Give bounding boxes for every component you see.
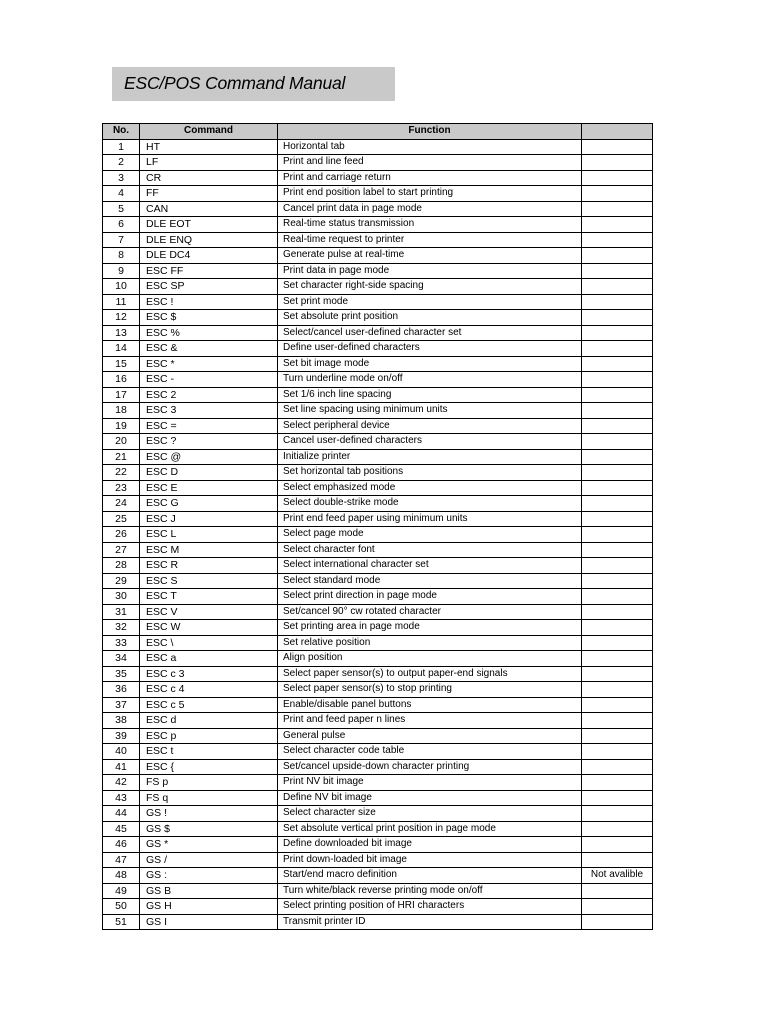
row-command: GS : <box>140 868 278 884</box>
row-note <box>582 325 653 341</box>
row-number: 12 <box>103 310 140 326</box>
row-function: Set absolute print position <box>278 310 582 326</box>
row-number: 1 <box>103 139 140 155</box>
row-note <box>582 248 653 264</box>
row-command: GS I <box>140 914 278 930</box>
row-function: Print data in page mode <box>278 263 582 279</box>
row-number: 8 <box>103 248 140 264</box>
row-number: 4 <box>103 186 140 202</box>
row-function: Define NV bit image <box>278 790 582 806</box>
row-command: FF <box>140 186 278 202</box>
table-row <box>103 527 653 543</box>
row-note <box>582 914 653 930</box>
row-command: ESC R <box>140 558 278 574</box>
row-note <box>582 217 653 233</box>
row-command: ESC L <box>140 527 278 543</box>
row-command: ESC D <box>140 465 278 481</box>
table-row <box>103 232 653 248</box>
row-note <box>582 713 653 729</box>
table-row <box>103 573 653 589</box>
row-note: Not avalible <box>582 868 653 884</box>
row-note <box>582 728 653 744</box>
table-row <box>103 713 653 729</box>
row-command: GS H <box>140 899 278 915</box>
table-row <box>103 542 653 558</box>
table-row <box>103 620 653 636</box>
row-function: Set relative position <box>278 635 582 651</box>
row-function: Print end position label to start printing <box>278 186 582 202</box>
row-number: 17 <box>103 387 140 403</box>
row-number: 9 <box>103 263 140 279</box>
row-function: Select character font <box>278 542 582 558</box>
row-note <box>582 744 653 760</box>
row-number: 46 <box>103 837 140 853</box>
header-no: No. <box>103 124 140 140</box>
row-number: 33 <box>103 635 140 651</box>
row-note <box>582 403 653 419</box>
row-note <box>582 604 653 620</box>
row-note <box>582 790 653 806</box>
row-note <box>582 263 653 279</box>
row-number: 51 <box>103 914 140 930</box>
row-number: 3 <box>103 170 140 186</box>
row-note <box>582 465 653 481</box>
table-row <box>103 883 653 899</box>
row-function: Real-time request to printer <box>278 232 582 248</box>
row-number: 27 <box>103 542 140 558</box>
row-number: 44 <box>103 806 140 822</box>
table-row <box>103 356 653 372</box>
table-row <box>103 914 653 930</box>
row-function: Initialize printer <box>278 449 582 465</box>
row-note <box>582 821 653 837</box>
row-command: ESC M <box>140 542 278 558</box>
row-function: Define user-defined characters <box>278 341 582 357</box>
table-row <box>103 310 653 326</box>
row-note <box>582 170 653 186</box>
row-note <box>582 635 653 651</box>
row-command: ESC W <box>140 620 278 636</box>
row-number: 14 <box>103 341 140 357</box>
row-number: 43 <box>103 790 140 806</box>
row-command: ESC 3 <box>140 403 278 419</box>
row-function: Real-time status transmission <box>278 217 582 233</box>
row-function: General pulse <box>278 728 582 744</box>
table-row <box>103 279 653 295</box>
row-number: 16 <box>103 372 140 388</box>
row-command: ESC & <box>140 341 278 357</box>
row-number: 50 <box>103 899 140 915</box>
row-note <box>582 232 653 248</box>
table-row <box>103 294 653 310</box>
table-row <box>103 806 653 822</box>
table-row <box>103 697 653 713</box>
row-function: Select international character set <box>278 558 582 574</box>
row-number: 18 <box>103 403 140 419</box>
table-row <box>103 511 653 527</box>
row-command: ESC \ <box>140 635 278 651</box>
row-number: 49 <box>103 883 140 899</box>
row-note <box>582 589 653 605</box>
row-note <box>582 480 653 496</box>
row-command: ESC % <box>140 325 278 341</box>
row-note <box>582 139 653 155</box>
row-function: Set/cancel upside-down character printing <box>278 759 582 775</box>
table-row <box>103 372 653 388</box>
row-function: Set absolute vertical print position in page mode <box>278 821 582 837</box>
table-row <box>103 558 653 574</box>
row-command: ESC t <box>140 744 278 760</box>
table-row <box>103 651 653 667</box>
row-number: 2 <box>103 155 140 171</box>
row-command: ESC - <box>140 372 278 388</box>
table-row <box>103 387 653 403</box>
row-function: Start/end macro definition <box>278 868 582 884</box>
table-row <box>103 666 653 682</box>
row-note <box>582 527 653 543</box>
row-number: 21 <box>103 449 140 465</box>
row-command: GS / <box>140 852 278 868</box>
row-number: 13 <box>103 325 140 341</box>
row-function: Select emphasized mode <box>278 480 582 496</box>
row-command: LF <box>140 155 278 171</box>
row-command: ESC = <box>140 418 278 434</box>
row-number: 48 <box>103 868 140 884</box>
row-command: GS ! <box>140 806 278 822</box>
row-function: Select/cancel user-defined character set <box>278 325 582 341</box>
table-row <box>103 170 653 186</box>
table-row <box>103 604 653 620</box>
row-number: 25 <box>103 511 140 527</box>
row-note <box>582 294 653 310</box>
document-title-banner <box>112 67 395 101</box>
row-command: CR <box>140 170 278 186</box>
row-number: 47 <box>103 852 140 868</box>
row-number: 41 <box>103 759 140 775</box>
row-note <box>582 697 653 713</box>
table-row <box>103 186 653 202</box>
table-row <box>103 728 653 744</box>
row-number: 5 <box>103 201 140 217</box>
row-function: Select printing position of HRI characters <box>278 899 582 915</box>
table-row <box>103 868 653 884</box>
row-number: 36 <box>103 682 140 698</box>
table-row <box>103 821 653 837</box>
row-function: Set 1/6 inch line spacing <box>278 387 582 403</box>
table-row <box>103 899 653 915</box>
row-note <box>582 759 653 775</box>
table-row <box>103 744 653 760</box>
table-row <box>103 263 653 279</box>
row-function: Print down-loaded bit image <box>278 852 582 868</box>
table-row <box>103 837 653 853</box>
row-number: 20 <box>103 434 140 450</box>
row-function: Select character code table <box>278 744 582 760</box>
table-row <box>103 139 653 155</box>
row-note <box>582 852 653 868</box>
table-row <box>103 248 653 264</box>
row-command: DLE DC4 <box>140 248 278 264</box>
row-note <box>582 356 653 372</box>
row-note <box>582 341 653 357</box>
row-number: 38 <box>103 713 140 729</box>
table-row <box>103 465 653 481</box>
row-note <box>582 651 653 667</box>
row-note <box>582 449 653 465</box>
row-function: Set line spacing using minimum units <box>278 403 582 419</box>
row-function: Set printing area in page mode <box>278 620 582 636</box>
row-command: ESC c 5 <box>140 697 278 713</box>
row-function: Select standard mode <box>278 573 582 589</box>
row-command: ESC J <box>140 511 278 527</box>
table-row <box>103 418 653 434</box>
table-row <box>103 852 653 868</box>
row-function: Enable/disable panel buttons <box>278 697 582 713</box>
row-function: Set character right-side spacing <box>278 279 582 295</box>
row-note <box>582 837 653 853</box>
row-note <box>582 418 653 434</box>
row-note <box>582 883 653 899</box>
command-table <box>102 123 653 930</box>
table-row <box>103 217 653 233</box>
row-command: HT <box>140 139 278 155</box>
row-note <box>582 511 653 527</box>
row-command: DLE EOT <box>140 217 278 233</box>
row-note <box>582 558 653 574</box>
table-row <box>103 496 653 512</box>
row-number: 32 <box>103 620 140 636</box>
table-header-row <box>103 124 653 140</box>
row-number: 7 <box>103 232 140 248</box>
row-function: Transmit printer ID <box>278 914 582 930</box>
row-command: ESC a <box>140 651 278 667</box>
row-command: CAN <box>140 201 278 217</box>
row-command: FS q <box>140 790 278 806</box>
row-number: 45 <box>103 821 140 837</box>
header-command: Command <box>140 124 278 140</box>
row-note <box>582 666 653 682</box>
row-command: DLE ENQ <box>140 232 278 248</box>
row-number: 34 <box>103 651 140 667</box>
row-number: 15 <box>103 356 140 372</box>
row-note <box>582 775 653 791</box>
row-number: 19 <box>103 418 140 434</box>
row-number: 11 <box>103 294 140 310</box>
row-number: 40 <box>103 744 140 760</box>
table-row <box>103 775 653 791</box>
header-notes <box>582 124 653 140</box>
row-function: Set bit image mode <box>278 356 582 372</box>
row-note <box>582 387 653 403</box>
table-row <box>103 480 653 496</box>
table-row <box>103 682 653 698</box>
row-number: 39 <box>103 728 140 744</box>
row-command: ESC T <box>140 589 278 605</box>
row-command: ESC ! <box>140 294 278 310</box>
table-row <box>103 341 653 357</box>
row-function: Turn white/black reverse printing mode on/off <box>278 883 582 899</box>
table-row <box>103 201 653 217</box>
row-command: GS B <box>140 883 278 899</box>
row-command: FS p <box>140 775 278 791</box>
row-function: Set/cancel 90° cw rotated character <box>278 604 582 620</box>
row-function: Select character size <box>278 806 582 822</box>
table-row <box>103 449 653 465</box>
row-note <box>582 372 653 388</box>
row-command: ESC SP <box>140 279 278 295</box>
row-note <box>582 542 653 558</box>
header-function: Function <box>278 124 582 140</box>
row-number: 28 <box>103 558 140 574</box>
row-number: 37 <box>103 697 140 713</box>
row-function: Align position <box>278 651 582 667</box>
row-number: 23 <box>103 480 140 496</box>
row-function: Generate pulse at real-time <box>278 248 582 264</box>
row-function: Select print direction in page mode <box>278 589 582 605</box>
row-note <box>582 155 653 171</box>
table-body <box>103 139 653 930</box>
row-function: Cancel user-defined characters <box>278 434 582 450</box>
row-function: Turn underline mode on/off <box>278 372 582 388</box>
row-note <box>582 201 653 217</box>
row-function: Horizontal tab <box>278 139 582 155</box>
table-row <box>103 790 653 806</box>
row-note <box>582 806 653 822</box>
row-function: Set print mode <box>278 294 582 310</box>
row-function: Define downloaded bit image <box>278 837 582 853</box>
row-function: Set horizontal tab positions <box>278 465 582 481</box>
table-row <box>103 434 653 450</box>
row-function: Print end feed paper using minimum units <box>278 511 582 527</box>
row-command: ESC d <box>140 713 278 729</box>
row-command: ESC @ <box>140 449 278 465</box>
table-row <box>103 759 653 775</box>
row-command: ESC ? <box>140 434 278 450</box>
row-note <box>582 682 653 698</box>
row-command: GS $ <box>140 821 278 837</box>
row-note <box>582 310 653 326</box>
row-command: ESC FF <box>140 263 278 279</box>
row-command: ESC 2 <box>140 387 278 403</box>
table-row <box>103 635 653 651</box>
row-function: Print and line feed <box>278 155 582 171</box>
table-row <box>103 325 653 341</box>
row-number: 24 <box>103 496 140 512</box>
row-function: Select double-strike mode <box>278 496 582 512</box>
row-command: ESC G <box>140 496 278 512</box>
row-number: 22 <box>103 465 140 481</box>
row-note <box>582 620 653 636</box>
row-function: Select page mode <box>278 527 582 543</box>
row-note <box>582 496 653 512</box>
row-number: 30 <box>103 589 140 605</box>
row-function: Select paper sensor(s) to output paper-end signals <box>278 666 582 682</box>
row-note <box>582 186 653 202</box>
row-command: ESC * <box>140 356 278 372</box>
row-number: 42 <box>103 775 140 791</box>
row-number: 29 <box>103 573 140 589</box>
row-number: 31 <box>103 604 140 620</box>
row-function: Cancel print data in page mode <box>278 201 582 217</box>
row-note <box>582 573 653 589</box>
row-number: 6 <box>103 217 140 233</box>
row-note <box>582 899 653 915</box>
row-function: Print NV bit image <box>278 775 582 791</box>
row-command: ESC S <box>140 573 278 589</box>
row-command: ESC V <box>140 604 278 620</box>
row-command: ESC { <box>140 759 278 775</box>
row-note <box>582 434 653 450</box>
table-row <box>103 403 653 419</box>
table-row <box>103 155 653 171</box>
row-command: ESC p <box>140 728 278 744</box>
row-number: 26 <box>103 527 140 543</box>
table-row <box>103 589 653 605</box>
row-function: Select paper sensor(s) to stop printing <box>278 682 582 698</box>
row-command: ESC $ <box>140 310 278 326</box>
row-command: ESC E <box>140 480 278 496</box>
document-title: ESC/POS Command Manual <box>124 73 346 93</box>
row-command: ESC c 4 <box>140 682 278 698</box>
row-note <box>582 279 653 295</box>
row-function: Print and feed paper n lines <box>278 713 582 729</box>
row-function: Select peripheral device <box>278 418 582 434</box>
row-command: GS * <box>140 837 278 853</box>
row-number: 35 <box>103 666 140 682</box>
row-function: Print and carriage return <box>278 170 582 186</box>
row-command: ESC c 3 <box>140 666 278 682</box>
row-number: 10 <box>103 279 140 295</box>
